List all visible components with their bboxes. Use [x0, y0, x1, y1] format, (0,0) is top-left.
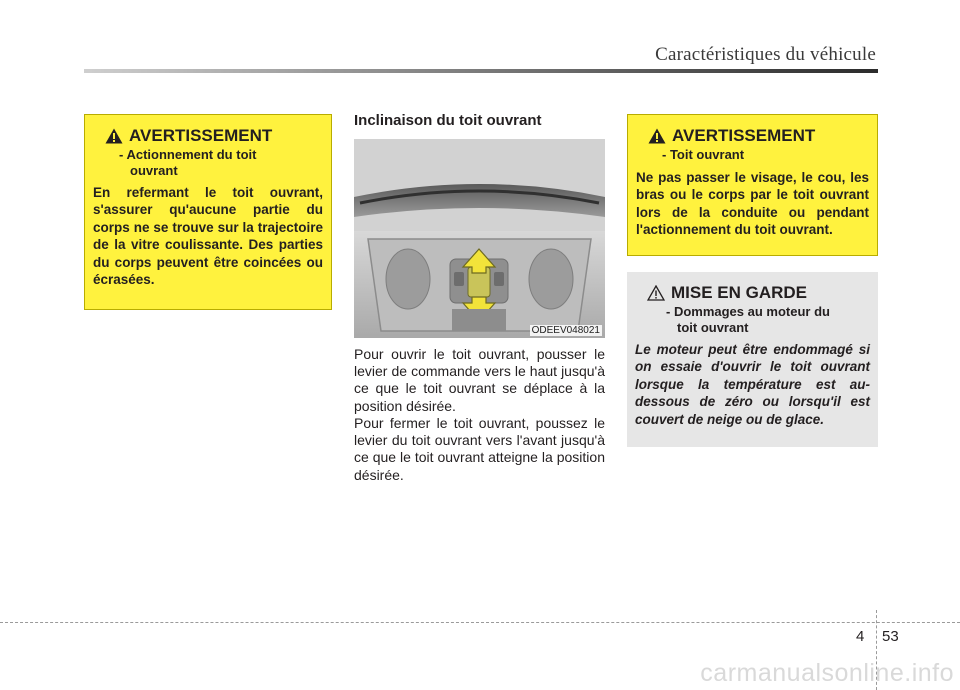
instruction-paragraph-open: Pour ouvrir le toit ouvrant, pousser le levier de commande vers le haut jusqu'à ce que le toit ouvrant se déplace à la position désirée.: [354, 346, 605, 414]
section-title: Inclinaison du toit ouvrant: [354, 112, 542, 129]
sunroof-figure: [354, 139, 605, 338]
header-rule: [84, 69, 878, 73]
caution-box: [627, 272, 878, 447]
warning-title: [105, 127, 323, 145]
watermark: carmanualsonline.info: [700, 659, 954, 687]
warning-subtitle-cont: ouvrant: [130, 163, 178, 178]
warning-body: Ne pas passer le visage, le cou, les bras ou le corps par le toit ouvrant lors de la conduite ou pendant l'actionnement du toit ouvrant.: [636, 170, 869, 238]
warning-body: En refermant le toit ouvrant, s'assurer qu'aucune partie du corps ne se trouve sur la trajectoire de la vitre coulissante. Des parties du corps peuvent être coincées ou écrasées.: [93, 185, 323, 288]
warning-title: [648, 127, 869, 145]
warning-subtitle: - Toit ouvrant: [662, 147, 745, 162]
warning-title-text: AVERTISSEMENT: [129, 126, 273, 145]
header-title: Caractéristiques du véhicule: [655, 44, 876, 65]
warning-subtitle: - Actionnement du toit: [119, 147, 257, 162]
page-number: 53: [882, 628, 899, 645]
caution-triangle-icon: [647, 285, 665, 301]
sunroof-illustration: [354, 139, 605, 338]
caution-title-text: MISE EN GARDE: [671, 283, 808, 302]
chapter-number: 4: [856, 628, 865, 645]
caution-body: Le moteur peut être endommagé si on essaie d'ouvrir le toit ouvrant lorsque la température est au-dessous de zéro ou lorsqu'il est couvert de neige ou de glace.: [635, 342, 870, 427]
warning-triangle-icon: [105, 128, 123, 144]
footer-divider: [0, 622, 960, 623]
caution-subtitle: - Dommages au moteur du: [666, 304, 830, 319]
caution-subtitle-cont: toit ouvrant: [677, 320, 749, 335]
caution-title: [647, 284, 870, 302]
warning-box-right: [627, 114, 878, 256]
instruction-paragraph-close: Pour fermer le toit ouvrant, poussez le levier du toit ouvrant vers l'avant jusqu'à ce que le toit ouvrant atteigne la position désirée.: [354, 415, 605, 483]
warning-box-left: [84, 114, 332, 310]
warning-triangle-icon: [648, 128, 666, 144]
warning-title-text: AVERTISSEMENT: [672, 126, 816, 145]
figure-caption: ODEEV048021: [531, 325, 600, 336]
